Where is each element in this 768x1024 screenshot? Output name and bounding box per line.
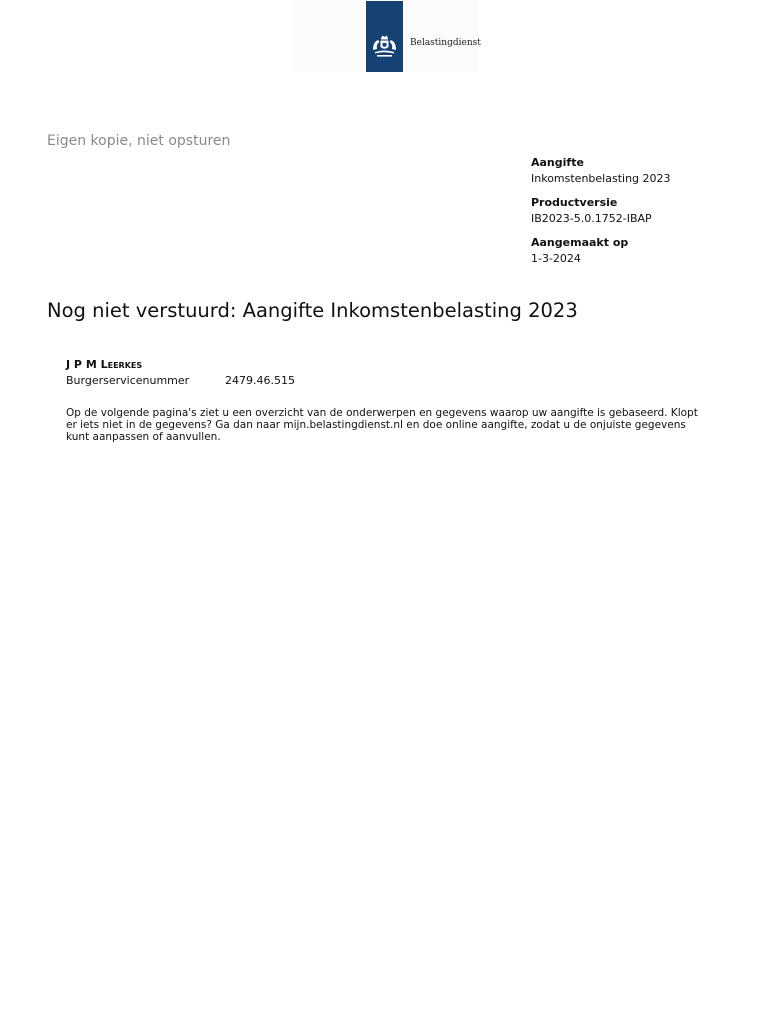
meta-aangemaakt-label: Aangemaakt op	[531, 236, 629, 249]
logo-brand-name: Belastingdienst	[410, 38, 481, 48]
person-details	[66, 357, 295, 389]
meta-aangifte-value: Inkomstenbelasting 2023	[531, 172, 671, 185]
meta-productversie	[531, 195, 751, 227]
meta-aangifte-label: Aangifte	[531, 156, 584, 169]
meta-productversie-label: Productversie	[531, 196, 618, 209]
meta-aangemaakt-value: 1-3-2024	[531, 252, 581, 265]
bsn-row	[66, 373, 295, 389]
document-metadata	[531, 155, 751, 275]
page-title: Nog niet verstuurd: Aangifte Inkomstenbelasting 2023	[47, 299, 578, 322]
bsn-value: 2479.46.515	[225, 374, 295, 387]
copy-notice: Eigen kopie, niet opsturen	[47, 133, 231, 149]
person-name: J P M Leerkes	[66, 358, 143, 371]
logo-bar	[366, 1, 403, 72]
bsn-label: Burgerservicenummer	[66, 374, 190, 387]
intro-text: Op de volgende pagina's ziet u een overzicht van de onderwerpen en gegevens waarop uw aangifte is gebaseerd. Klopt er iets niet in de gegevens? Ga dan naar mijn.belastingdienst.nl en doe online aangifte, zodat u de onjuiste gegevens kunt aanpassen of aanvullen.	[66, 407, 698, 443]
meta-aangifte	[531, 155, 751, 187]
header-logo	[292, 0, 481, 72]
rijksoverheid-coat-of-arms-icon	[370, 35, 399, 61]
meta-productversie-value: IB2023-5.0.1752-IBAP	[531, 212, 652, 225]
meta-aangemaakt	[531, 235, 751, 267]
